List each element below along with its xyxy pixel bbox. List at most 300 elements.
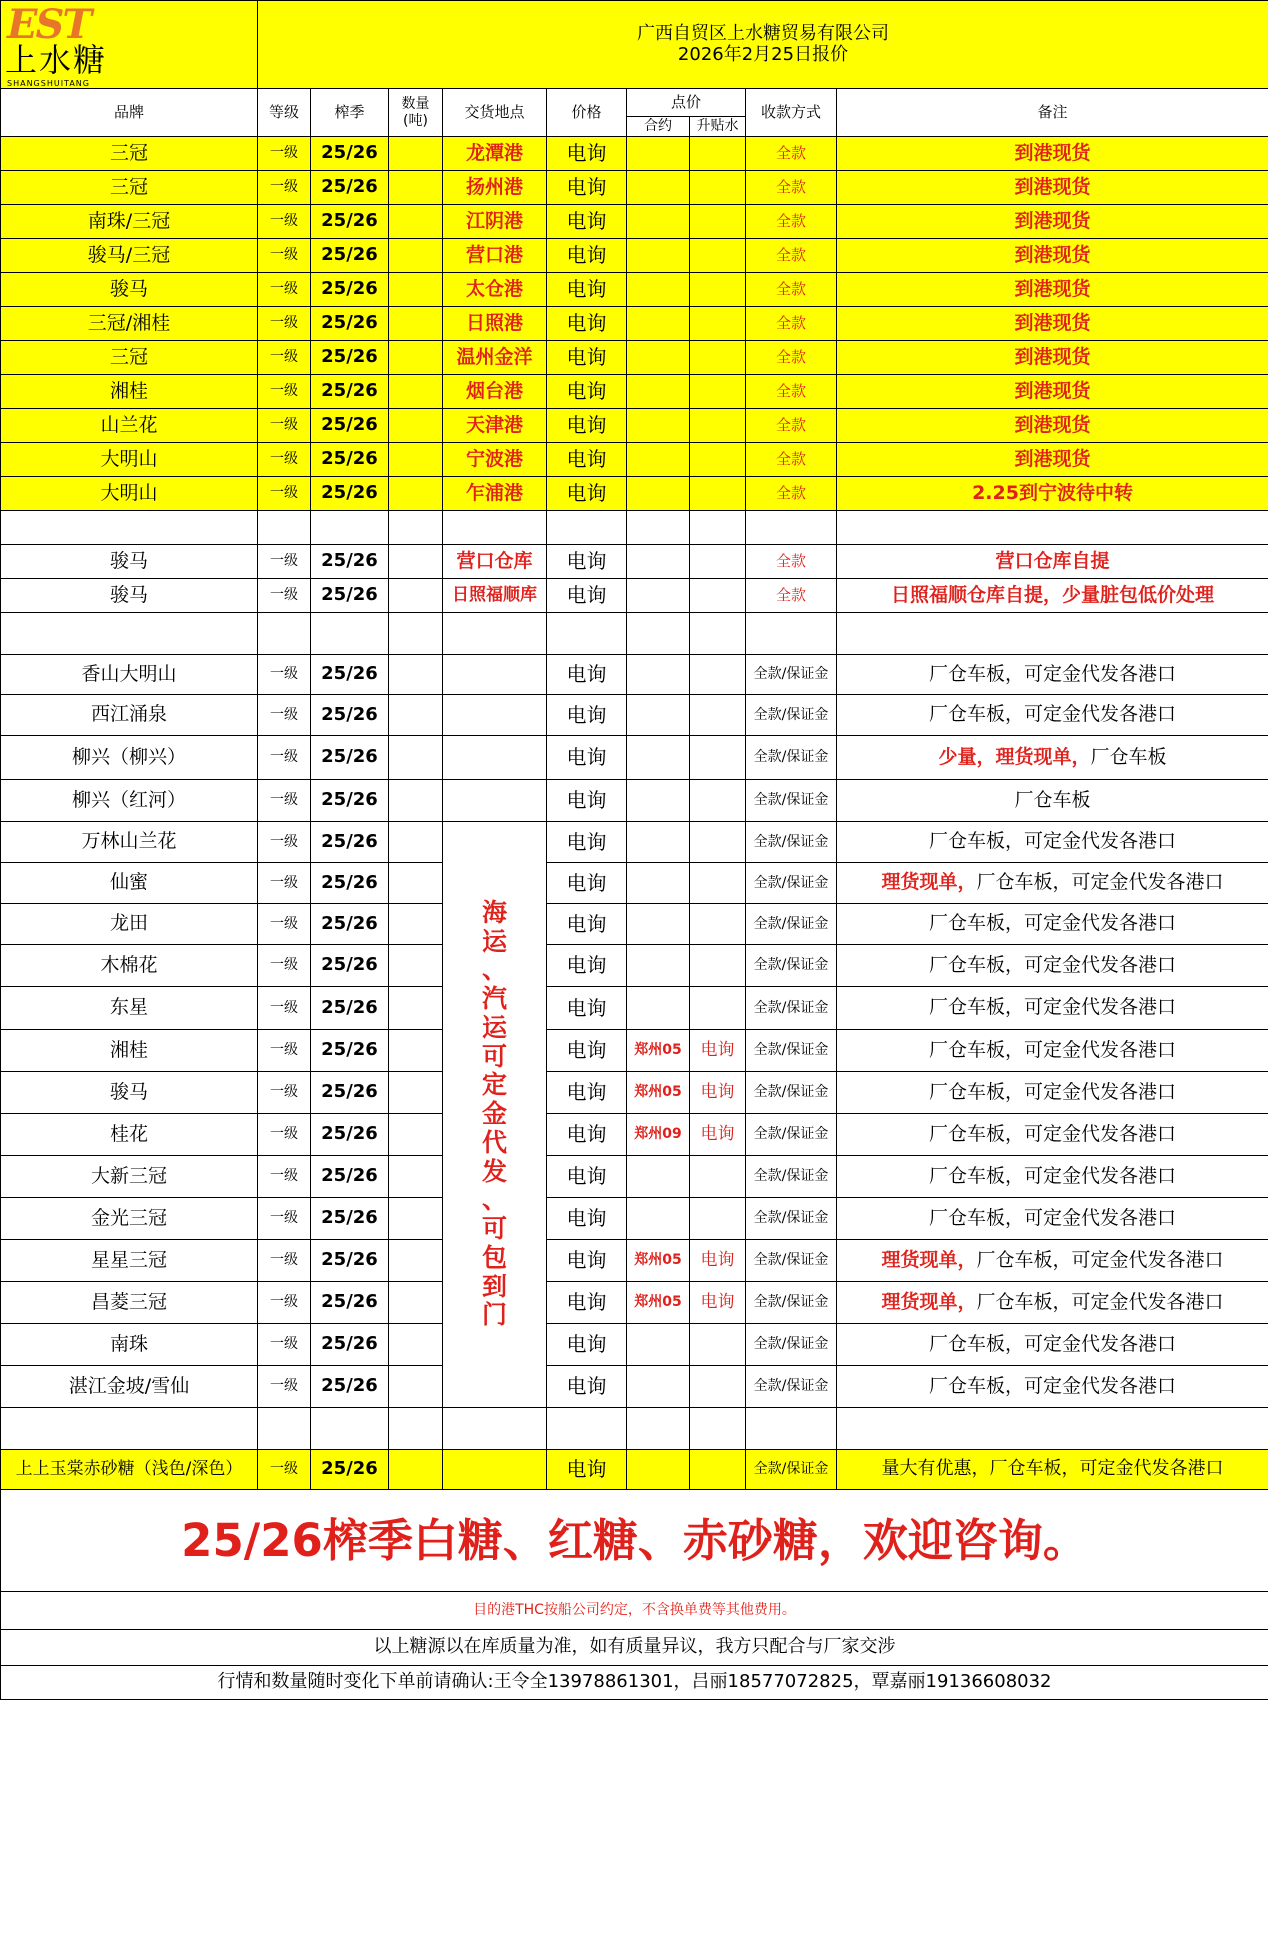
price-cell: 电询 — [547, 1072, 627, 1114]
note-text: 厂仓车板，可定金代发各港口 — [976, 1290, 1224, 1313]
grade-cell: 一级 — [258, 1240, 311, 1282]
contract-cell — [627, 341, 690, 375]
contract-cell: 郑州09 — [627, 1114, 690, 1156]
contract-cell — [627, 205, 690, 239]
payment-cell: 全款 — [746, 375, 837, 409]
grade-cell: 一级 — [258, 1450, 311, 1490]
grade-cell: 一级 — [258, 409, 311, 443]
season-cell: 25/26 — [311, 945, 389, 987]
factory-row — [1, 863, 1268, 904]
spread-cell — [690, 171, 746, 205]
location-cell — [443, 736, 547, 780]
location-cell: 宁波港 — [443, 443, 547, 477]
qty-cell — [389, 307, 443, 341]
season-cell: 25/26 — [311, 273, 389, 307]
location-cell: 日照港 — [443, 307, 547, 341]
payment-cell: 全款/保证金 — [746, 1282, 837, 1324]
factory-row — [1, 1324, 1268, 1366]
season-cell: 25/26 — [311, 655, 389, 695]
note-cell: 量大有优惠，厂仓车板，可定金代发各港口 — [837, 1450, 1268, 1490]
payment-cell: 全款 — [746, 273, 837, 307]
season-cell: 25/26 — [311, 1366, 389, 1408]
spread-cell — [690, 904, 746, 945]
factory-row — [1, 1030, 1268, 1072]
contract-cell — [627, 1198, 690, 1240]
brand-cell: 昌菱三冠 — [1, 1282, 258, 1324]
note-text: 厂仓车板，可定金代发各港口 — [929, 662, 1177, 685]
empty-cell — [837, 613, 1268, 655]
qty-cell — [389, 1282, 443, 1324]
logo-subtitle: SHANGSHUITANG — [7, 79, 90, 88]
shipping-note-char: 汽 — [481, 984, 507, 1014]
spread-cell: 电询 — [690, 1282, 746, 1324]
spread-cell — [690, 443, 746, 477]
empty-cell — [311, 1408, 389, 1450]
spread-cell — [690, 273, 746, 307]
grade-cell: 一级 — [258, 822, 311, 863]
note-highlight: 理货现单， — [881, 1290, 977, 1313]
factory-row — [1, 1072, 1268, 1114]
note-text: 厂仓车板，可定金代发各港口 — [976, 1248, 1224, 1271]
spread-cell — [690, 945, 746, 987]
empty-cell — [389, 1408, 443, 1450]
factory-row — [1, 904, 1268, 945]
factory-row — [1, 822, 1268, 863]
factory-row — [1, 655, 1268, 695]
qty-cell — [389, 1450, 443, 1490]
spread-cell — [690, 1450, 746, 1490]
empty-cell — [627, 613, 690, 655]
empty-cell — [547, 1408, 627, 1450]
qty-cell — [389, 1198, 443, 1240]
shipping-note-char: 、 — [481, 955, 507, 985]
brand-cell: 三冠 — [1, 341, 258, 375]
qty-cell — [389, 443, 443, 477]
payment-cell: 全款 — [746, 477, 837, 511]
brand-cell: 大新三冠 — [1, 1156, 258, 1198]
empty-cell — [258, 613, 311, 655]
grade-cell: 一级 — [258, 945, 311, 987]
contract-cell — [627, 987, 690, 1030]
logo-mark: EST — [7, 1, 91, 48]
contract-cell — [627, 1366, 690, 1408]
qty-cell — [389, 1114, 443, 1156]
season-cell: 25/26 — [311, 171, 389, 205]
note-cell: 到港现货 — [837, 137, 1268, 171]
spread-cell — [690, 1198, 746, 1240]
note-cell — [837, 736, 1268, 780]
spread-cell — [690, 695, 746, 736]
empty-cell — [746, 613, 837, 655]
payment-cell: 全款/保证金 — [746, 780, 837, 822]
note-text: 厂仓车板，可定金代发各港口 — [929, 1122, 1177, 1145]
spread-cell: 电询 — [690, 1072, 746, 1114]
warehouse-row — [1, 545, 1268, 579]
qty-cell — [389, 409, 443, 443]
note-cell — [837, 904, 1268, 945]
col-points: 点价 — [627, 89, 746, 117]
payment-cell: 全款/保证金 — [746, 822, 837, 863]
grade-cell: 一级 — [258, 904, 311, 945]
price-cell: 电询 — [547, 477, 627, 511]
note-cell — [837, 655, 1268, 695]
payment-cell: 全款 — [746, 239, 837, 273]
qty-cell — [389, 273, 443, 307]
note-cell — [837, 1072, 1268, 1114]
qty-cell — [389, 375, 443, 409]
qty-cell — [389, 1030, 443, 1072]
empty-cell — [443, 511, 547, 545]
price-cell: 电询 — [547, 205, 627, 239]
grade-cell: 一级 — [258, 1156, 311, 1198]
price-cell: 电询 — [547, 863, 627, 904]
payment-cell: 全款 — [746, 307, 837, 341]
grade-cell: 一级 — [258, 205, 311, 239]
brand-cell: 仙蜜 — [1, 863, 258, 904]
brand-cell: 木棉花 — [1, 945, 258, 987]
price-cell: 电询 — [547, 1156, 627, 1198]
col-note: 备注 — [837, 89, 1268, 137]
qty-cell — [389, 1156, 443, 1198]
shipping-note-char: 发 — [481, 1156, 507, 1186]
spread-cell — [690, 341, 746, 375]
brand-cell: 星星三冠 — [1, 1240, 258, 1282]
price-cell: 电询 — [547, 1366, 627, 1408]
contract-cell — [627, 239, 690, 273]
contract-cell — [627, 822, 690, 863]
grade-cell: 一级 — [258, 736, 311, 780]
shipping-note-char: 到 — [481, 1271, 507, 1301]
grade-cell: 一级 — [258, 341, 311, 375]
brand-cell: 大明山 — [1, 477, 258, 511]
factory-row — [1, 987, 1268, 1030]
brand-cell: 万林山兰花 — [1, 822, 258, 863]
payment-cell: 全款/保证金 — [746, 1324, 837, 1366]
spread-cell — [690, 780, 746, 822]
thc-row — [1, 1592, 1268, 1630]
spacer-row — [1, 1408, 1268, 1450]
grade-cell: 一级 — [258, 239, 311, 273]
season-cell: 25/26 — [311, 987, 389, 1030]
price-cell: 电询 — [547, 736, 627, 780]
contract-cell — [627, 1450, 690, 1490]
note-highlight: 理货现单， — [881, 871, 977, 894]
logo-cell — [1, 1, 258, 89]
note-text: 厂仓车板，可定金代发各港口 — [929, 1374, 1177, 1397]
price-cell: 电询 — [547, 1450, 627, 1490]
port-row — [1, 137, 1268, 171]
quality-row — [1, 1630, 1268, 1666]
contract-cell — [627, 545, 690, 579]
qty-cell — [389, 579, 443, 613]
price-cell: 电询 — [547, 409, 627, 443]
note-cell: 到港现货 — [837, 273, 1268, 307]
price-cell: 电询 — [547, 1030, 627, 1072]
note-cell — [837, 863, 1268, 904]
contract-cell — [627, 780, 690, 822]
shipping-note-char: 运 — [481, 926, 507, 956]
port-row — [1, 341, 1268, 375]
shipping-note-char: 可 — [481, 1041, 507, 1071]
location-cell: 扬州港 — [443, 171, 547, 205]
port-row — [1, 375, 1268, 409]
grade-cell: 一级 — [258, 477, 311, 511]
note-text: 厂仓车板，可定金代发各港口 — [929, 996, 1177, 1019]
note-cell: 到港现货 — [837, 171, 1268, 205]
contact-row — [1, 1666, 1268, 1700]
factory-row — [1, 1240, 1268, 1282]
port-row — [1, 307, 1268, 341]
title-cell — [258, 1, 1268, 89]
factory-row — [1, 945, 1268, 987]
empty-cell — [690, 1408, 746, 1450]
price-cell: 电询 — [547, 1198, 627, 1240]
warehouse-row — [1, 579, 1268, 613]
location-cell — [443, 695, 547, 736]
location-cell — [443, 1450, 547, 1490]
location-cell: 营口仓库 — [443, 545, 547, 579]
brand-cell: 桂花 — [1, 1114, 258, 1156]
empty-cell — [746, 511, 837, 545]
spread-cell — [690, 545, 746, 579]
company-name: 广西自贸区上水糖贸易有限公司 — [637, 22, 889, 44]
price-cell: 电询 — [547, 904, 627, 945]
season-cell: 25/26 — [311, 137, 389, 171]
brand-cell: 三冠/湘桂 — [1, 307, 258, 341]
contract-cell: 郑州05 — [627, 1072, 690, 1114]
note-cell — [837, 945, 1268, 987]
spread-cell — [690, 655, 746, 695]
payment-cell: 全款/保证金 — [746, 1450, 837, 1490]
spread-cell: 电询 — [690, 1030, 746, 1072]
empty-cell — [443, 613, 547, 655]
price-cell: 电询 — [547, 987, 627, 1030]
brand-cell: 骏马/三冠 — [1, 239, 258, 273]
brand-cell: 湛江金坡/雪仙 — [1, 1366, 258, 1408]
empty-cell — [1, 511, 258, 545]
qty-cell — [389, 736, 443, 780]
spacer-row — [1, 511, 1268, 545]
location-cell: 太仓港 — [443, 273, 547, 307]
season-cell: 25/26 — [311, 205, 389, 239]
shipping-note-char: 代 — [481, 1127, 507, 1157]
contract-cell — [627, 579, 690, 613]
grade-cell: 一级 — [258, 1030, 311, 1072]
col-contract: 合约 — [627, 117, 690, 137]
note-text: 厂仓车板，可定金代发各港口 — [929, 830, 1177, 853]
note-cell: 到港现货 — [837, 307, 1268, 341]
payment-cell: 全款 — [746, 545, 837, 579]
shipping-note-char: 运 — [481, 1012, 507, 1042]
empty-cell — [311, 613, 389, 655]
payment-cell: 全款/保证金 — [746, 1366, 837, 1408]
payment-cell: 全款/保证金 — [746, 1198, 837, 1240]
grade-cell: 一级 — [258, 579, 311, 613]
price-cell: 电询 — [547, 137, 627, 171]
qty-cell — [389, 137, 443, 171]
payment-cell: 全款/保证金 — [746, 863, 837, 904]
empty-cell — [258, 1408, 311, 1450]
qty-cell — [389, 477, 443, 511]
season-cell: 25/26 — [311, 1282, 389, 1324]
qty-cell — [389, 1072, 443, 1114]
brand-cell: 西江涌泉 — [1, 695, 258, 736]
brand-cell: 南珠/三冠 — [1, 205, 258, 239]
slogan-row — [1, 1490, 1268, 1592]
grade-cell: 一级 — [258, 171, 311, 205]
note-cell: 到港现货 — [837, 375, 1268, 409]
grade-cell: 一级 — [258, 1072, 311, 1114]
empty-cell — [690, 613, 746, 655]
price-cell: 电询 — [547, 375, 627, 409]
note-cell — [837, 1114, 1268, 1156]
price-cell: 电询 — [547, 1324, 627, 1366]
slogan-text: 25/26榨季白糖、红糖、赤砂糖，欢迎咨询。 — [1, 1490, 1268, 1592]
contract-cell — [627, 409, 690, 443]
brand-cell: 柳兴（柳兴） — [1, 736, 258, 780]
season-cell: 25/26 — [311, 695, 389, 736]
season-cell: 25/26 — [311, 1114, 389, 1156]
brand-cell: 骏马 — [1, 1072, 258, 1114]
season-cell: 25/26 — [311, 1198, 389, 1240]
qty-cell — [389, 780, 443, 822]
note-cell — [837, 987, 1268, 1030]
brand-cell: 湘桂 — [1, 1030, 258, 1072]
note-text: 厂仓车板 — [1090, 745, 1167, 768]
price-cell: 电询 — [547, 822, 627, 863]
note-cell — [837, 780, 1268, 822]
season-cell: 25/26 — [311, 904, 389, 945]
price-cell: 电询 — [547, 945, 627, 987]
empty-cell — [547, 613, 627, 655]
col-season: 榨季 — [311, 89, 389, 137]
col-grade: 等级 — [258, 89, 311, 137]
brand-cell: 东星 — [1, 987, 258, 1030]
season-cell: 25/26 — [311, 780, 389, 822]
grade-cell: 一级 — [258, 987, 311, 1030]
brand-cell: 三冠 — [1, 171, 258, 205]
shipping-note-vertical — [443, 822, 547, 1408]
brand-cell: 山兰花 — [1, 409, 258, 443]
brown-sugar-row — [1, 1450, 1268, 1490]
payment-cell: 全款/保证金 — [746, 1240, 837, 1282]
payment-cell: 全款/保证金 — [746, 695, 837, 736]
empty-cell — [547, 511, 627, 545]
note-text: 厂仓车板，可定金代发各港口 — [929, 912, 1177, 935]
qty-cell — [389, 545, 443, 579]
location-cell: 龙潭港 — [443, 137, 547, 171]
season-cell: 25/26 — [311, 1072, 389, 1114]
payment-cell: 全款 — [746, 205, 837, 239]
brand-cell: 湘桂 — [1, 375, 258, 409]
port-row — [1, 205, 1268, 239]
payment-cell: 全款/保证金 — [746, 736, 837, 780]
grade-cell: 一级 — [258, 273, 311, 307]
qty-cell — [389, 239, 443, 273]
contract-cell — [627, 1324, 690, 1366]
qty-cell — [389, 1324, 443, 1366]
note-cell: 到港现货 — [837, 341, 1268, 375]
season-cell: 25/26 — [311, 307, 389, 341]
spread-cell — [690, 205, 746, 239]
price-cell: 电询 — [547, 273, 627, 307]
spread-cell — [690, 579, 746, 613]
price-cell: 电询 — [547, 171, 627, 205]
brand-cell: 金光三冠 — [1, 1198, 258, 1240]
location-cell — [443, 780, 547, 822]
payment-cell: 全款 — [746, 579, 837, 613]
season-cell: 25/26 — [311, 375, 389, 409]
contract-cell: 郑州05 — [627, 1240, 690, 1282]
spacer-row — [1, 613, 1268, 655]
payment-cell: 全款/保证金 — [746, 655, 837, 695]
season-cell: 25/26 — [311, 1156, 389, 1198]
price-cell: 电询 — [547, 239, 627, 273]
empty-cell — [443, 1408, 547, 1450]
grade-cell: 一级 — [258, 375, 311, 409]
port-row — [1, 443, 1268, 477]
col-payment: 收款方式 — [746, 89, 837, 137]
grade-cell: 一级 — [258, 545, 311, 579]
qty-cell — [389, 655, 443, 695]
contract-cell: 郑州05 — [627, 1282, 690, 1324]
brand-cell: 龙田 — [1, 904, 258, 945]
col-location: 交货地点 — [443, 89, 547, 137]
note-text: 厂仓车板，可定金代发各港口 — [929, 953, 1177, 976]
price-cell: 电询 — [547, 307, 627, 341]
contract-cell — [627, 273, 690, 307]
note-text: 厂仓车板，可定金代发各港口 — [929, 1206, 1177, 1229]
empty-cell — [1, 613, 258, 655]
price-cell: 电询 — [547, 655, 627, 695]
qty-cell — [389, 987, 443, 1030]
qty-cell — [389, 695, 443, 736]
note-text: 厂仓车板，可定金代发各港口 — [929, 1038, 1177, 1061]
port-row — [1, 171, 1268, 205]
spread-cell — [690, 863, 746, 904]
empty-cell — [258, 511, 311, 545]
contract-cell — [627, 736, 690, 780]
payment-cell: 全款/保证金 — [746, 987, 837, 1030]
spread-cell — [690, 307, 746, 341]
contract-cell — [627, 171, 690, 205]
location-cell: 营口港 — [443, 239, 547, 273]
shipping-note-char: 定 — [481, 1070, 507, 1100]
qty-cell — [389, 904, 443, 945]
factory-row — [1, 1282, 1268, 1324]
note-cell — [837, 1324, 1268, 1366]
shipping-note-char: 可 — [481, 1214, 507, 1244]
location-cell: 江阴港 — [443, 205, 547, 239]
empty-cell — [837, 1408, 1268, 1450]
spread-cell — [690, 409, 746, 443]
season-cell: 25/26 — [311, 1240, 389, 1282]
season-cell: 25/26 — [311, 863, 389, 904]
contract-cell — [627, 695, 690, 736]
logo-name: 上水糖 — [5, 41, 108, 79]
col-spread: 升贴水 — [690, 117, 746, 137]
grade-cell: 一级 — [258, 780, 311, 822]
contract-cell — [627, 307, 690, 341]
factory-row — [1, 780, 1268, 822]
spread-cell — [690, 477, 746, 511]
grade-cell: 一级 — [258, 1282, 311, 1324]
note-cell — [837, 1282, 1268, 1324]
contract-cell — [627, 375, 690, 409]
location-cell: 日照福顺库 — [443, 579, 547, 613]
spread-cell — [690, 1324, 746, 1366]
grade-cell: 一级 — [258, 1198, 311, 1240]
